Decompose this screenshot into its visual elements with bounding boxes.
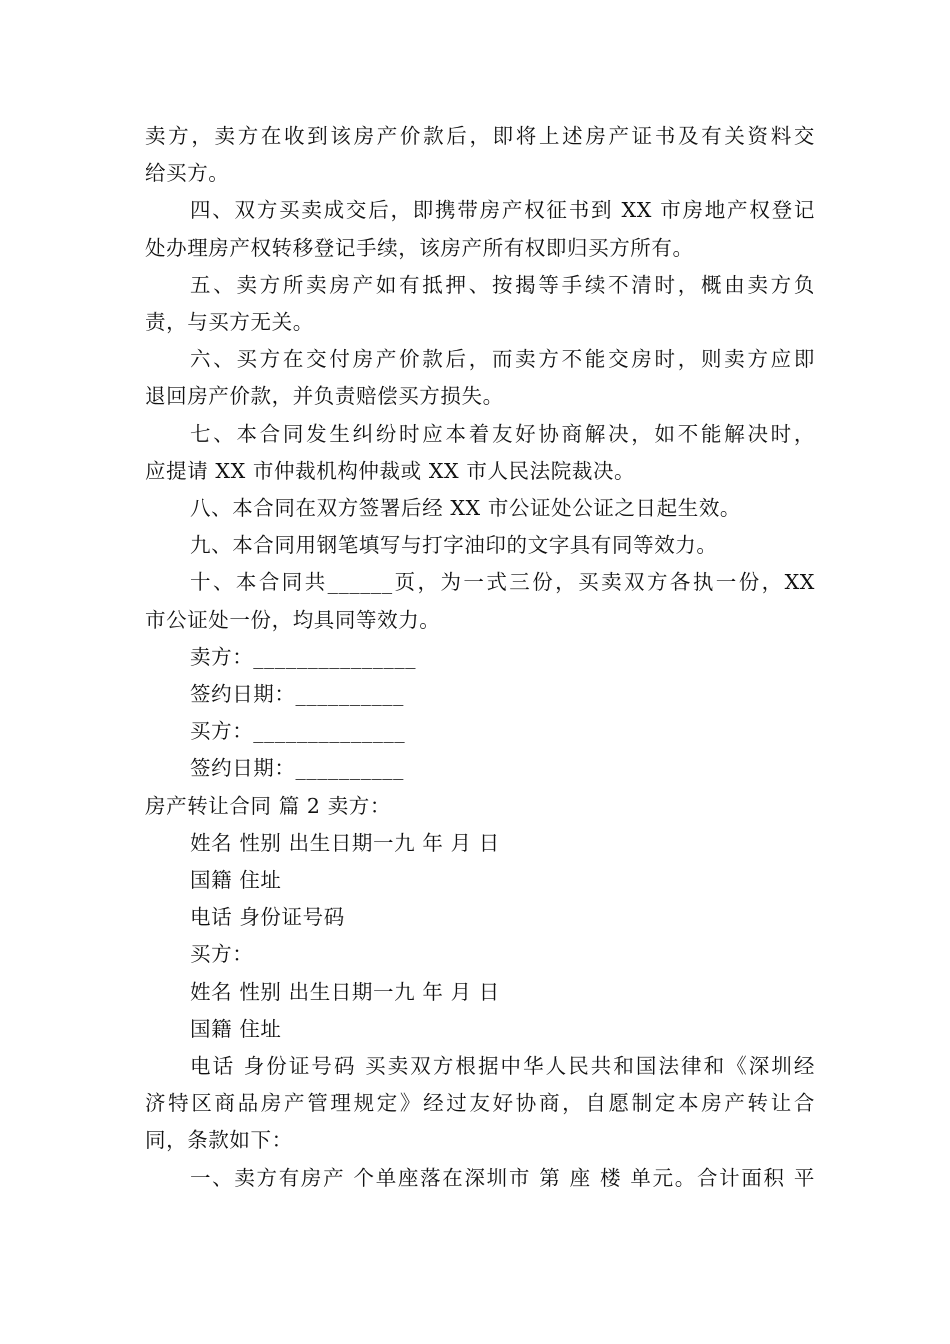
text-line: 九、本合同用钢笔填写与打字油印的文字具有同等效力。 xyxy=(190,533,718,558)
text-line: 十、本合同共______页，为一式三份，买卖双方各执一份，XX xyxy=(190,570,815,595)
text-line: 卖方：_______________ xyxy=(190,644,417,669)
text-line: 应提请 XX 市仲裁机构仲裁或 XX 市人民法院裁决。 xyxy=(145,458,636,483)
text-line: 电话 身份证号码 xyxy=(190,905,345,930)
text-line: 国籍 住址 xyxy=(190,1016,282,1041)
text-line: 六、买方在交付房产价款后，而卖方不能交房时，则卖方应即 xyxy=(190,347,815,372)
text-line: 八、本合同在双方签署后经 XX 市公证处公证之日起生效。 xyxy=(190,496,742,520)
text-line: 国籍 住址 xyxy=(190,868,282,892)
text-line: 买方： xyxy=(190,942,254,967)
text-line: 房产转让合同 篇 2 卖方： xyxy=(145,793,391,818)
text-line: 卖方，卖方在收到该房产价款后，即将上述房产证书及有关资料交 xyxy=(145,124,815,148)
text-line: 姓名 性别 出生日期一九 年 月 日 xyxy=(190,979,500,1004)
text-line: 买方：______________ xyxy=(190,719,406,744)
text-line: 电话 身份证号码 买卖双方根据中华人民共和国法律和《深圳经 xyxy=(190,1054,815,1078)
text-line: 五、卖方所卖房产如有抵押、按揭等手续不清时，概由卖方负 xyxy=(190,272,815,297)
text-line: 责，与买方无关。 xyxy=(145,310,314,334)
text-line: 七、本合同发生纠纷时应本着友好协商解决，如不能解决时， xyxy=(190,421,815,446)
text-line: 退回房产价款，并负责赔偿买方损失。 xyxy=(145,384,504,409)
text-line: 济特区商品房产管理规定》经过友好协商，自愿制定本房产转让合 xyxy=(145,1091,815,1116)
text-line: 签约日期：__________ xyxy=(190,756,404,781)
text-line: 同，条款如下： xyxy=(145,1128,293,1153)
text-line: 给买方。 xyxy=(145,161,230,186)
text-line: 处办理房产权转移登记手续，该房产所有权即归买方所有。 xyxy=(145,235,694,260)
text-line: 四、双方买卖成交后，即携带房产权征书到 XX 市房地产权登记 xyxy=(190,198,815,223)
text-line: 一、卖方有房产 个单座落在深圳市 第 座 楼 单元。合计面积 平 xyxy=(190,1165,815,1190)
text-line: 市公证处一份，均具同等效力。 xyxy=(145,607,441,632)
text-line: 姓名 性别 出生日期一九 年 月 日 xyxy=(190,830,500,855)
text-line: 签约日期：__________ xyxy=(190,682,404,706)
